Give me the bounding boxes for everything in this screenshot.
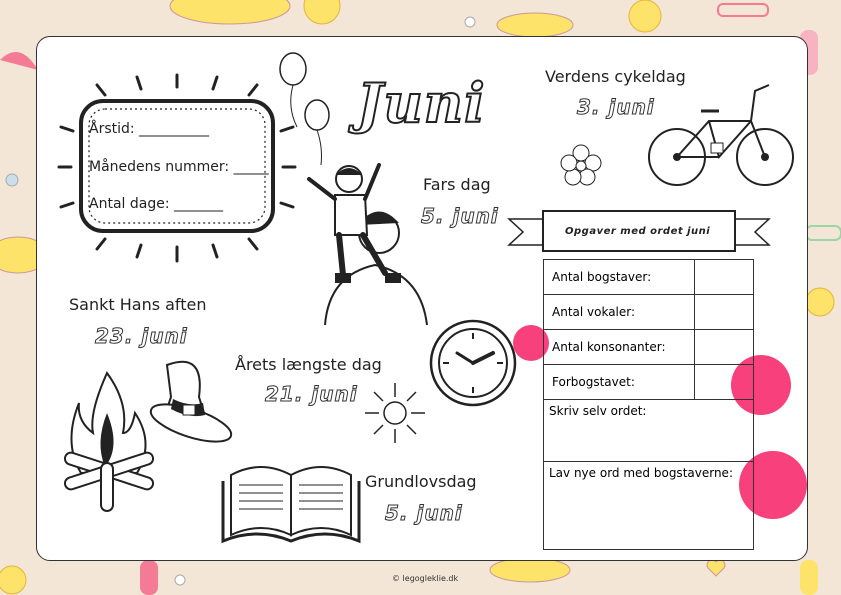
flower-icon (559, 143, 603, 187)
worksheet-card (36, 36, 808, 583)
season-field: Årstid: __________ (89, 121, 210, 137)
event-name-laengste-dag: Årets længste dag (235, 355, 382, 374)
footer-credit: © legogleklie.dk (392, 574, 459, 583)
event-name-sankt-hans: Sankt Hans aften (69, 295, 207, 314)
write-word-label: Skriv selv ordet: (549, 404, 647, 418)
hat-icon (497, 13, 573, 37)
task-row-label: Antal bogstaver: (544, 260, 695, 295)
event-date-grundlovsdag: 5. juni (385, 501, 463, 525)
flower-icon (6, 174, 18, 186)
sun-icon (806, 288, 834, 316)
hat-icon (170, 0, 290, 24)
sun-icon (629, 0, 661, 32)
new-words-label: Lav nye ord med bogstaverne: (549, 466, 733, 480)
answer-cell[interactable] (695, 260, 754, 295)
event-date-laengste-dag: 21. juni (265, 382, 358, 406)
umbrella-icon (0, 52, 38, 70)
popsicle-icon (140, 560, 158, 595)
answer-cell[interactable] (695, 330, 754, 365)
glasses-icon (806, 226, 841, 240)
flower-icon (465, 17, 475, 27)
answer-cell[interactable] (695, 365, 754, 400)
task-row-label: Antal vokaler: (544, 295, 695, 330)
answer-cell[interactable] (695, 295, 754, 330)
month-number-field: Månedens nummer: _____ (89, 159, 269, 175)
sun-icon (304, 0, 340, 24)
event-date-cykeldag: 3. juni (577, 95, 655, 119)
event-date-fars-dag: 5. juni (421, 204, 499, 228)
page-title: Juni (357, 71, 486, 135)
clock-icon (427, 319, 523, 409)
flower-icon (175, 575, 185, 585)
event-name-cykeldag: Verdens cykeldag (545, 67, 686, 86)
write-word-cell[interactable] (544, 400, 754, 462)
new-words-cell[interactable] (544, 462, 754, 550)
task-row-label: Forbogstavet: (544, 365, 695, 400)
event-name-grundlovsdag: Grundlovsdag (365, 472, 477, 491)
sun-icon (0, 566, 26, 594)
days-count-field: Antal dage: _______ (89, 196, 223, 212)
bicycle-icon (647, 81, 797, 191)
book-icon (221, 455, 361, 545)
task-table (543, 259, 754, 550)
bonfire-icon (59, 363, 159, 513)
event-name-fars-dag: Fars dag (423, 175, 491, 194)
popsicle-icon (800, 560, 818, 595)
hat-icon (490, 558, 570, 582)
sun-icon (363, 381, 427, 445)
task-row-label: Antal konsonanter: (544, 330, 695, 365)
witch-hat-icon (145, 357, 235, 447)
balloons-icon (277, 47, 337, 167)
glasses-icon (718, 4, 768, 16)
heart-icon (707, 560, 725, 576)
event-date-sankt-hans: 23. juni (95, 324, 188, 348)
task-banner-label: Opgaver med ordet juni (565, 226, 711, 237)
